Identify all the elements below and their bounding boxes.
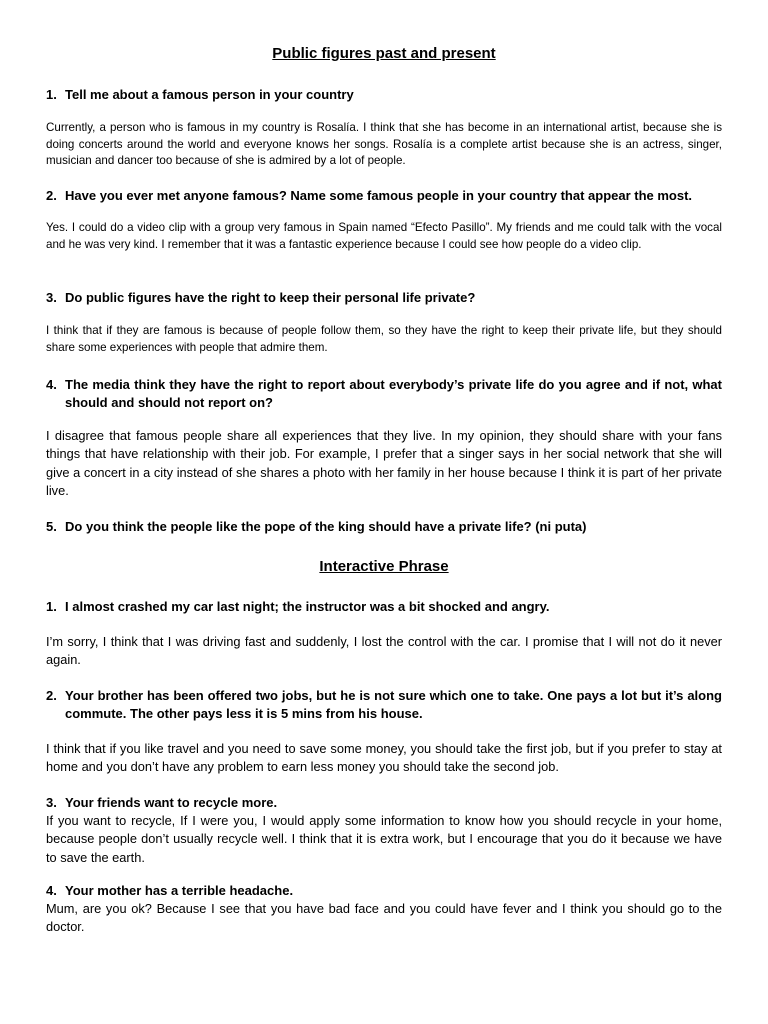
question-3 — [46, 289, 722, 307]
phrase-answer-2: I think that if you like travel and you need to save some money, you should take the first job, but if you prefer to stay at home and you don’t have any problem to earn less money you should take the second job. — [46, 741, 722, 775]
question-number: 4. — [46, 883, 57, 898]
question-number: 5. — [46, 519, 57, 534]
phrase-question-1 — [46, 598, 722, 616]
question-text: Your mother has a terrible headache. — [65, 883, 294, 898]
question-5 — [46, 518, 722, 536]
question-number: 2. — [46, 188, 57, 203]
question-text: Do public figures have the right to keep their personal life private? — [65, 290, 476, 305]
question-text: Tell me about a famous person in your country — [65, 87, 354, 102]
question-number: 3. — [46, 290, 57, 305]
question-text: I almost crashed my car last night; the instructor was a bit shocked and angry. — [65, 599, 550, 614]
phrase-question-3 — [46, 794, 722, 812]
question-text: Have you ever met anyone famous? Name some famous people in your country that appear the most. — [65, 188, 693, 203]
answer-4: I disagree that famous people share all experiences that they live. In my opinion, they should share with your fans things that have relationship with their job. For example, I prefer that a singer says in her social network that she will give a concert in a city instead of she shares a photo with her family in her house because I think it is part of her private live. — [46, 428, 722, 498]
question-text: The media think they have the right to report about everybody’s private life do you agree and if not, what should and should not report on? — [65, 377, 722, 410]
question-4 — [46, 376, 722, 412]
answer-1: Currently, a person who is famous in my country is Rosalía. I think that she has become in an international artist, because she is doing concerts around the world and everyone knows her songs. Rosalía is a complete artist because she is an actress, singer, musician and dancer too because of she is admired by a lot of people. — [46, 121, 722, 168]
question-text: Do you think the people like the pope of the king should have a private life? (ni puta) — [65, 519, 587, 534]
phrase-answer-4: Mum, are you ok? Because I see that you have bad face and you could have fever and I think you should go to the doctor. — [46, 901, 722, 935]
question-number: 3. — [46, 795, 57, 810]
question-1 — [46, 86, 722, 104]
answer-3: I think that if they are famous is because of people follow them, so they have the right to keep their private life, but they should share some experiences with people that admire them. — [46, 324, 722, 354]
question-text: Your brother has been offered two jobs, but he is not sure which one to take. One pays a lot but it’s along commute. The other pays less it is 5 mins from his house. — [65, 688, 722, 721]
phrase-question-2 — [46, 687, 722, 723]
question-text: Your friends want to recycle more. — [65, 795, 278, 810]
phrase-answer-1: I’m sorry, I think that I was driving fast and suddenly, I lost the control with the car. I promise that I will not do it never again. — [46, 634, 722, 668]
section-title-interactive-phrase: Interactive Phrase — [319, 558, 449, 575]
phrase-answer-3: If you want to recycle, If I were you, I would apply some information to know how you should recycle in your home, because people don’t usually recycle well. I think that it is extra work, but I encourage that you do it because we have to save the earth. — [46, 813, 722, 865]
question-number: 2. — [46, 688, 57, 703]
question-2 — [46, 187, 722, 205]
question-number: 1. — [46, 87, 57, 102]
section-title-public-figures: Public figures past and present — [272, 45, 496, 62]
answer-2: Yes. I could do a video clip with a group very famous in Spain named “Efecto Pasillo”. My friends and me could talk with the vocal and he was very kind. I remember that it was a fantastic experience because I could see how people do a video clip. — [46, 221, 722, 251]
question-number: 4. — [46, 377, 57, 392]
question-number: 1. — [46, 599, 57, 614]
phrase-question-4 — [46, 882, 722, 900]
